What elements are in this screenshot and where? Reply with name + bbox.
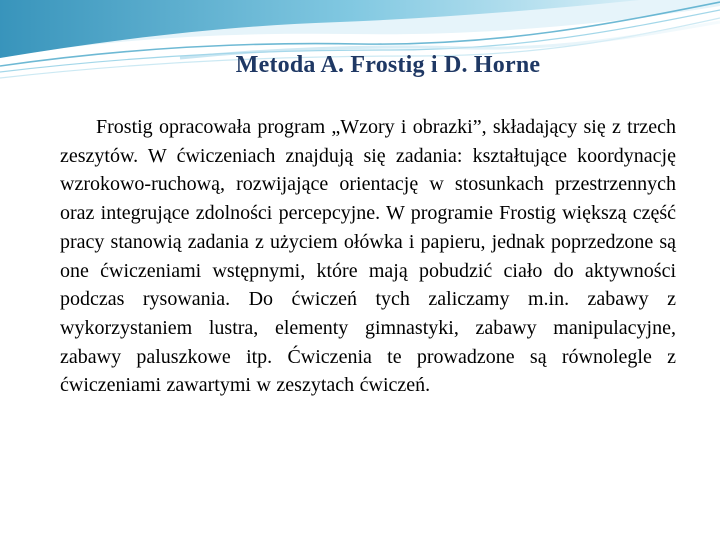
decorative-wave-header — [0, 0, 720, 100]
slide-title: Metoda A. Frostig i D. Horne — [235, 52, 541, 78]
body-paragraph: Frostig opracowała program „Wzory i obrazki”, składający się z trzech zeszytów. W ćwiczeniach znajdują się zadania: kształtujące koordynację wzrokowo-ruchową, rozwijające orientację w stosunkach przestrzennych oraz integrujące zdolności percepcyjne. W programie Frostig większą część pracy stanowią zadania z użyciem ołówka i papieru, jednak poprzedzone są one ćwiczeniami wstępnymi, które mają pobudzić ciało do aktywności podczas rysowania. Do ćwiczeń tych zaliczamy m.in. zabawy z wykorzystaniem lustra, elementy gimnastyki, zabawy manipulacyjne, zabawy paluszkowe itp. Ćwiczenia te prowadzone są równolegle z ćwiczeniami zawartymi w zeszytach ćwiczeń. — [60, 116, 676, 397]
